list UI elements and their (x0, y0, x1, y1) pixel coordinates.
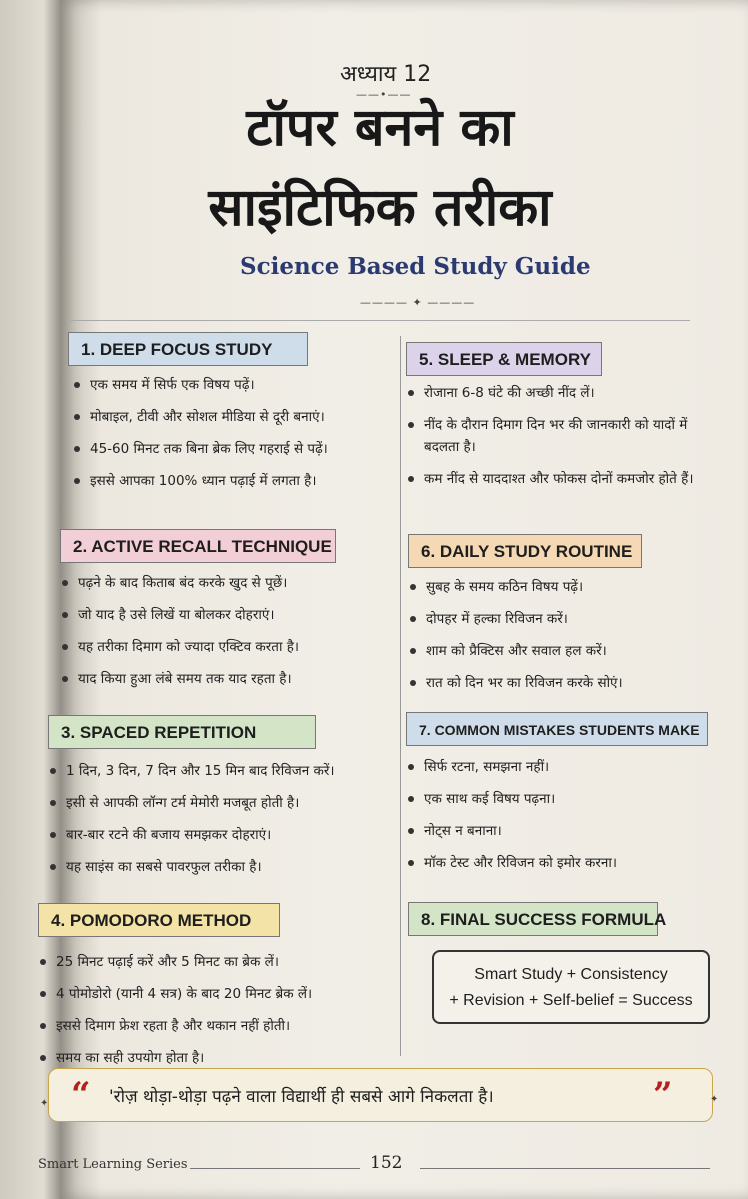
quote-text: 'रोज़ थोड़ा-थोड़ा पढ़ने वाला विद्यार्थी ही सबसे आगे निकलता है। (109, 1087, 494, 1107)
list-item: रोजाना 6-8 घंटे की अच्छी नींद लें। (406, 382, 706, 404)
subtitle: Science Based Study Guide (240, 253, 591, 280)
formula-line-1: Smart Study + Consistency (474, 966, 668, 983)
common-mistakes-list (406, 756, 708, 884)
column-divider (400, 336, 401, 1056)
formula-line-2: + Revision + Self-belief = Success (449, 992, 693, 1009)
section-heading-pomodoro: 4. POMODORO METHOD (38, 903, 280, 937)
list-item: इससे दिमाग फ्रेश रहता है और थकान नहीं होती। (38, 1015, 396, 1037)
chapter-ornament: ——•—— (356, 88, 412, 101)
list-item: इससे आपका 100% ध्यान पढ़ाई में लगता है। (72, 470, 398, 492)
footer-series: Smart Learning Series (38, 1157, 188, 1172)
book-page (38, 0, 748, 1199)
list-item: 1 दिन, 3 दिन, 7 दिन और 15 मिन बाद रिविजन करें। (48, 760, 396, 782)
title-line-2: साइंटिफिक तरीका (208, 178, 552, 238)
sparkle-icon: ✦ (40, 1098, 49, 1109)
list-item: 45-60 मिनट तक बिना ब्रेक लिए गहराई से पढ़ें। (72, 438, 398, 460)
section-heading-final-formula: 8. FINAL SUCCESS FORMULA (408, 902, 658, 936)
open-quote-icon: “ (71, 1075, 91, 1115)
daily-routine-list (408, 576, 708, 704)
list-item: याद किया हुआ लंबे समय तक याद रहता है। (60, 668, 396, 690)
list-item: मोबाइल, टीवी और सोशल मीडिया से दूरी बनाएं। (72, 406, 398, 428)
list-item: बार-बार रटने की बजाय समझकर दोहराएं। (48, 824, 396, 846)
list-item: 4 पोमोडोरो (यानी 4 सत्र) के बाद 20 मिनट ब्रेक लें। (38, 983, 396, 1005)
list-item: जो याद है उसे लिखें या बोलकर दोहराएं। (60, 604, 396, 626)
success-formula-box (432, 950, 710, 1024)
list-item: रात को दिन भर का रिविजन करके सोएं। (408, 672, 708, 694)
section-heading-spaced-repetition: 3. SPACED REPETITION (48, 715, 316, 749)
list-item: नोट्स न बनाना। (406, 820, 708, 842)
section-heading-deep-focus: 1. DEEP FOCUS STUDY (68, 332, 308, 366)
list-item: कम नींद से याददाश्त और फोकस दोनों कमजोर होते हैं। (406, 468, 706, 490)
list-item: यह तरीका दिमाग को ज्यादा एक्टिव करता है। (60, 636, 396, 658)
spaced-repetition-list (48, 760, 396, 888)
page-number: 152 (370, 1153, 403, 1173)
quote-box (48, 1068, 713, 1122)
list-item: नींद के दौरान दिमाग दिन भर की जानकारी को यादों में बदलता है। (406, 414, 706, 458)
sleep-memory-list (406, 382, 706, 500)
section-heading-active-recall: 2. ACTIVE RECALL TECHNIQUE (60, 529, 336, 563)
header-rule (70, 320, 690, 321)
list-item: एक समय में सिर्फ एक विषय पढ़ें। (72, 374, 398, 396)
list-item: इसी से आपकी लॉन्ग टर्म मेमोरी मजबूत होती है। (48, 792, 396, 814)
deep-focus-list (72, 374, 398, 502)
list-item: शाम को प्रैक्टिस और सवाल हल करें। (408, 640, 708, 662)
title-line-1: टॉपर बनने का (246, 98, 514, 158)
list-item: दोपहर में हल्का रिविजन करें। (408, 608, 708, 630)
close-quote-icon: ” (653, 1075, 673, 1115)
active-recall-list (60, 572, 396, 700)
list-item: सुबह के समय कठिन विषय पढ़ें। (408, 576, 708, 598)
list-item: समय का सही उपयोग होता है। (38, 1047, 396, 1069)
list-item: मॉक टेस्ट और रिविजन को इमोर करना। (406, 852, 708, 874)
list-item: एक साथ कई विषय पढ़ना। (406, 788, 708, 810)
footer-rule-left (190, 1168, 360, 1169)
footer-rule-right (420, 1168, 710, 1169)
list-item: यह साइंस का सबसे पावरफुल तरीका है। (48, 856, 396, 878)
section-heading-daily-routine: 6. DAILY STUDY ROUTINE (408, 534, 642, 568)
list-item: सिर्फ रटना, समझना नहीं। (406, 756, 708, 778)
chapter-label: अध्याय 12 (340, 62, 432, 87)
list-item: 25 मिनट पढ़ाई करें और 5 मिनट का ब्रेक लें। (38, 951, 396, 973)
list-item: पढ़ने के बाद किताब बंद करके खुद से पूछें। (60, 572, 396, 594)
pomodoro-list (38, 951, 396, 1079)
section-heading-sleep-memory: 5. SLEEP & MEMORY (406, 342, 602, 376)
sparkle-icon: ✦ (710, 1094, 719, 1105)
section-heading-common-mistakes: 7. COMMON MISTAKES STUDENTS MAKE (406, 712, 708, 746)
subtitle-ornament: ———— ✦ ———— (360, 296, 476, 309)
